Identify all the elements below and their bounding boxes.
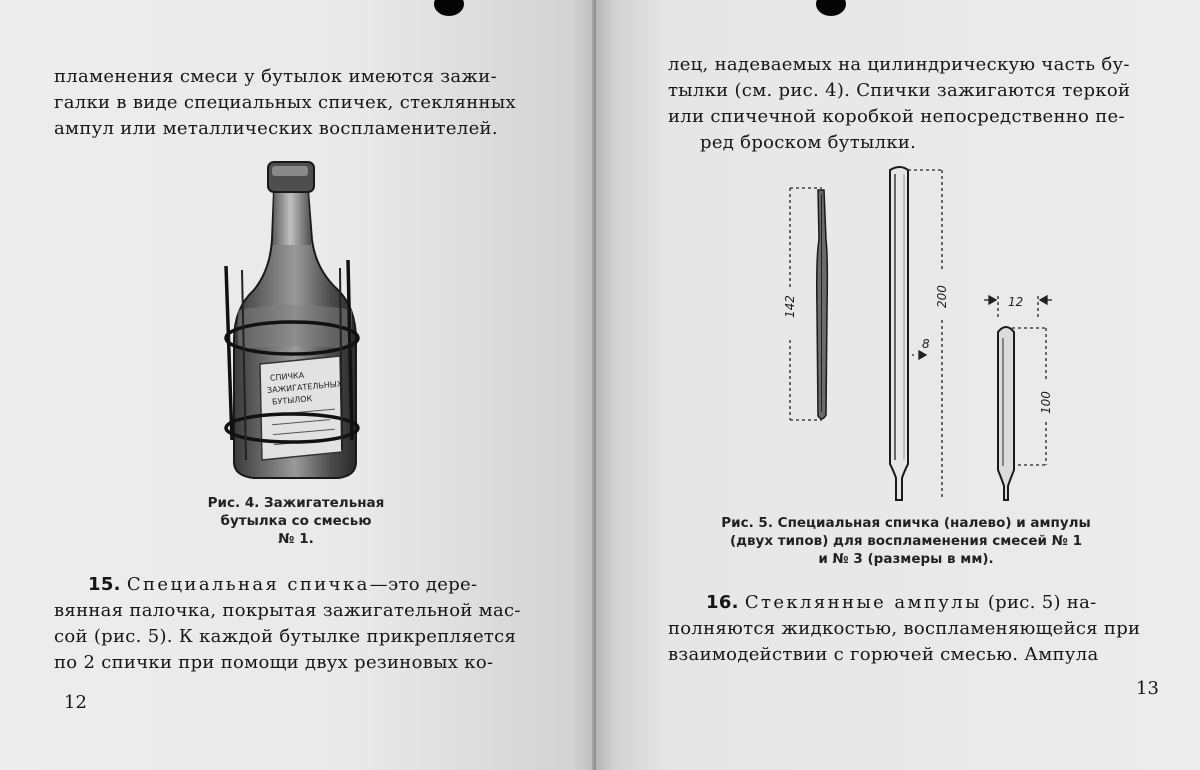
body-text-line: полняются жидкостью, воспламеняющейся при [668, 618, 1141, 639]
left-page [0, 0, 596, 770]
figure-4-caption-line: бутылка со смесью [220, 513, 372, 529]
dim-label-100: 100 [1039, 391, 1053, 414]
dim-label-142: 142 [783, 295, 797, 318]
figure-5-match-and-ampoules-drawing [776, 160, 1076, 510]
section-15-number: 15. [88, 574, 121, 595]
figure-5-caption-line: Рис. 5. Специальная спичка (налево) и ампулы [721, 515, 1091, 531]
body-text-line: сой (рис. 5). К каждой бутылке прикрепляется [54, 626, 517, 647]
section-16-heading: Стеклянные ампулы [744, 592, 982, 613]
body-text-line: пламенения смеси у бутылок имеются зажи- [54, 66, 497, 87]
body-text-line: галки в виде специальных спичек, стеклянных [54, 92, 516, 113]
body-text-line: ред броском бутылки. [700, 132, 917, 153]
section-15-line-rest: —это дере- [369, 574, 478, 595]
section-16-first-line [706, 592, 1097, 614]
section-16-number: 16. [706, 592, 739, 613]
page-number: 12 [64, 692, 87, 713]
svg-text:ЗАЖИГАТЕЛЬНЫХ: ЗАЖИГАТЕЛЬНЫХ [266, 379, 343, 395]
figure-5-caption-line: (двух типов) для воспламенения смесей № 1 [729, 533, 1083, 549]
body-text-line: по 2 спички при помощи двух резиновых ко- [54, 652, 494, 673]
body-text-line: лец, надеваемых на цилиндрическую часть бу- [668, 54, 1130, 75]
dim-label-8: 8 [922, 337, 930, 351]
figure-5-caption-line: и № 3 (размеры в мм). [818, 551, 994, 567]
section-15-first-line [88, 574, 477, 596]
body-text-line: ампул или металлических воспламенителей. [54, 118, 498, 139]
page-number: 13 [1136, 678, 1159, 699]
figure-4-bottle-illustration [212, 150, 376, 490]
dim-label-200: 200 [935, 285, 949, 308]
body-text-line: или спичечной коробкой непосредственно пе- [668, 106, 1125, 127]
section-15-heading: Специальная спичка [126, 574, 370, 595]
svg-text:СПИЧКА: СПИЧКА [269, 370, 305, 383]
svg-text:БУТЫЛОК: БУТЫЛОК [271, 394, 313, 407]
body-text-line: вянная палочка, покрытая зажигательной мас- [54, 600, 521, 621]
body-text-line: тылки (см. рис. 4). Спички зажигаются теркой [668, 80, 1131, 101]
figure-4-caption-line: Рис. 4. Зажигательная [207, 495, 385, 511]
right-page [596, 0, 1200, 770]
dim-label-12: 12 [1008, 295, 1024, 309]
figure-4-caption-line: № 1. [278, 531, 314, 547]
section-16-line-rest: (рис. 5) на- [981, 592, 1097, 613]
body-text-line: взаимодействии с горючей смесью. Ампула [668, 644, 1099, 665]
